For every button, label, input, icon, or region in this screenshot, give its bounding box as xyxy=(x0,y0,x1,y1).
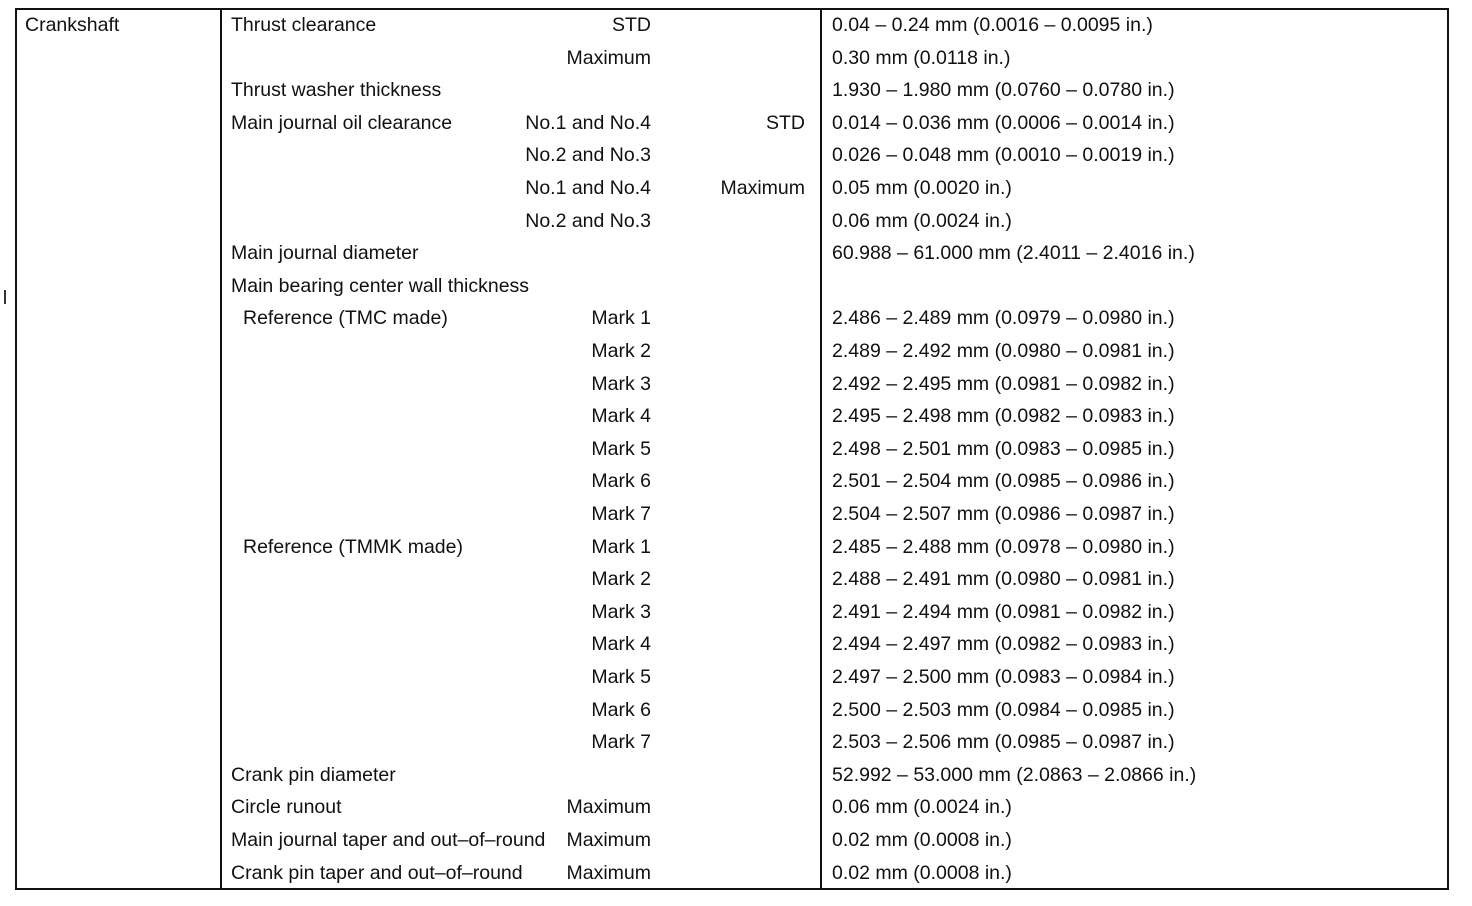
spec-table xyxy=(15,8,1449,890)
table-row-value: 0.026 – 0.048 mm (0.0010 – 0.0019 in.) xyxy=(832,144,1175,167)
table-row-subcondition: Mark 3 xyxy=(591,372,651,395)
table-row-label: Thrust washer thickness xyxy=(231,79,442,102)
table-row-value: 1.930 – 1.980 mm (0.0760 – 0.0780 in.) xyxy=(832,79,1175,102)
table-row-label: Main journal taper and out–of–round xyxy=(231,829,546,851)
table-row-value: 0.014 – 0.036 mm (0.0006 – 0.0014 in.) xyxy=(832,111,1175,134)
table-row-value: 0.02 mm (0.0008 in.) xyxy=(832,829,1012,851)
table-row-subcondition: Mark 7 xyxy=(591,731,651,754)
table-row-value: 2.486 – 2.489 mm (0.0979 – 0.0980 in.) xyxy=(832,307,1175,330)
table-row-label: Main journal oil clearance xyxy=(231,111,453,134)
table-row-condition: STD xyxy=(766,111,805,134)
table-row-subcondition: Mark 5 xyxy=(591,437,651,460)
table-row-value: 0.02 mm (0.0008 in.) xyxy=(832,861,1012,884)
table-row-value: 2.495 – 2.498 mm (0.0982 – 0.0983 in.) xyxy=(832,405,1175,428)
table-row-subcondition: Mark 1 xyxy=(591,535,651,558)
table-row-subcondition: Maximum xyxy=(566,46,651,69)
table-row-value: 2.489 – 2.492 mm (0.0980 – 0.0981 in.) xyxy=(832,340,1175,362)
table-row-subcondition: Maximum xyxy=(566,829,651,851)
column-divider-value xyxy=(820,10,822,888)
table-row-value: 0.06 mm (0.0024 in.) xyxy=(832,796,1012,819)
table-row-value: 2.500 – 2.503 mm (0.0984 – 0.0985 in.) xyxy=(832,698,1175,721)
margin-mark xyxy=(4,290,6,304)
table-row-value: 52.992 – 53.000 mm (2.0863 – 2.0866 in.) xyxy=(832,763,1197,786)
table-row-value: 2.488 – 2.491 mm (0.0980 – 0.0981 in.) xyxy=(832,568,1175,591)
table-row-subcondition: Mark 4 xyxy=(591,633,651,656)
table-row-label: Crank pin diameter xyxy=(231,763,396,786)
table-row-subcondition: Mark 2 xyxy=(591,568,651,591)
column-divider-category xyxy=(220,10,222,888)
table-row-subcondition: Mark 6 xyxy=(591,698,651,721)
table-row-subcondition: Mark 4 xyxy=(591,405,651,428)
table-row-value: 2.494 – 2.497 mm (0.0982 – 0.0983 in.) xyxy=(832,633,1175,656)
table-row-value: 0.30 mm (0.0118 in.) xyxy=(832,46,1011,69)
table-row-subcondition: No.1 and No.4 xyxy=(525,111,651,134)
table-row-label: Thrust clearance xyxy=(231,14,377,36)
table-row-subcondition: Mark 2 xyxy=(591,340,651,362)
table-row-subcondition: STD xyxy=(612,14,651,36)
table-row-value: 2.503 – 2.506 mm (0.0985 – 0.0987 in.) xyxy=(832,731,1175,754)
table-row-subcondition: Mark 1 xyxy=(591,307,651,330)
table-row-subcondition: Mark 6 xyxy=(591,470,651,493)
table-row-label: Circle runout xyxy=(231,796,342,819)
table-row-value: 2.491 – 2.494 mm (0.0981 – 0.0982 in.) xyxy=(832,600,1175,623)
table-row-value: 2.501 – 2.504 mm (0.0985 – 0.0986 in.) xyxy=(832,470,1175,493)
table-row-value: 2.497 – 2.500 mm (0.0983 – 0.0984 in.) xyxy=(832,666,1175,688)
table-row-subcondition: Maximum xyxy=(566,861,651,884)
table-row-subcondition: Maximum xyxy=(566,796,651,819)
table-row-value: 2.492 – 2.495 mm (0.0981 – 0.0982 in.) xyxy=(832,372,1175,395)
table-row-label: Crank pin taper and out–of–round xyxy=(231,861,523,884)
table-row-value: 0.04 – 0.24 mm (0.0016 – 0.0095 in.) xyxy=(832,14,1153,36)
table-row-label: Reference (TMC made) xyxy=(243,307,448,330)
table-row-value: 2.498 – 2.501 mm (0.0983 – 0.0985 in.) xyxy=(832,437,1175,460)
table-row-condition: Maximum xyxy=(720,177,805,199)
table-row-value: 60.988 – 61.000 mm (2.4011 – 2.4016 in.) xyxy=(832,242,1195,265)
table-row-value: 0.06 mm (0.0024 in.) xyxy=(832,209,1012,232)
table-row-subcondition: No.1 and No.4 xyxy=(525,177,651,199)
table-row-subcondition: No.2 and No.3 xyxy=(525,209,651,232)
table-row-value: 2.485 – 2.488 mm (0.0978 – 0.0980 in.) xyxy=(832,535,1175,558)
table-row-subcondition: No.2 and No.3 xyxy=(525,144,651,167)
table-row-subcondition: Mark 7 xyxy=(591,503,651,525)
category-cell: Crankshaft xyxy=(25,14,120,36)
table-row-value: 2.504 – 2.507 mm (0.0986 – 0.0987 in.) xyxy=(832,503,1175,525)
table-row-value: 0.05 mm (0.0020 in.) xyxy=(832,177,1012,199)
table-row-label: Reference (TMMK made) xyxy=(243,535,463,558)
table-row-label: Main bearing center wall thickness xyxy=(231,274,530,297)
table-row-subcondition: Mark 5 xyxy=(591,666,651,688)
table-row-label: Main journal diameter xyxy=(231,242,419,265)
table-row-subcondition: Mark 3 xyxy=(591,600,651,623)
